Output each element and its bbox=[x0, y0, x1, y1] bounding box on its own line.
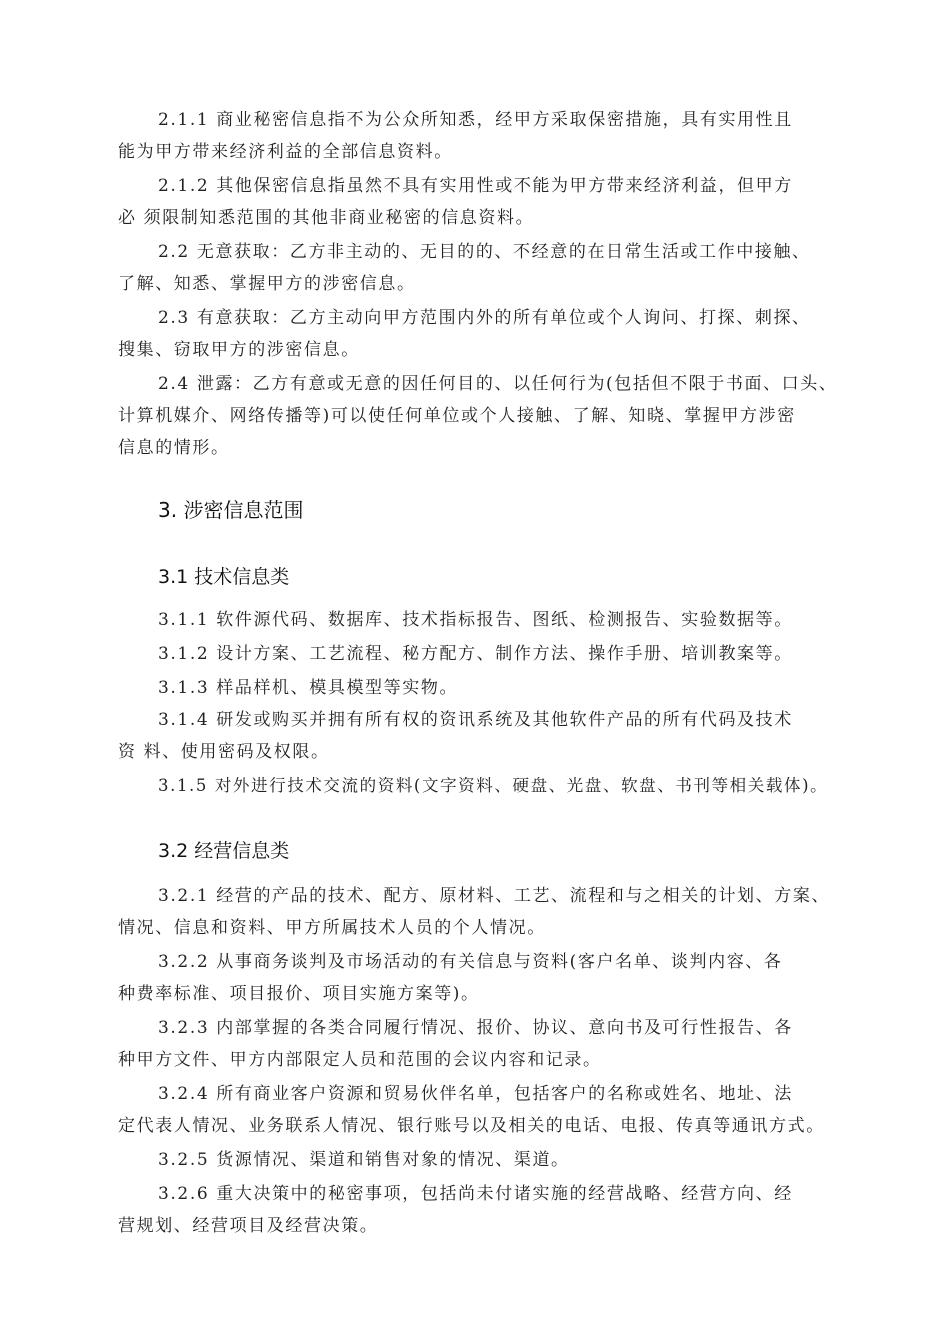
paragraph-2-2 bbox=[118, 236, 838, 300]
paragraph-line: 3.1.1 软件源代码、数据库、技术指标报告、图纸、检测报告、实验数据等。 bbox=[158, 610, 793, 630]
paragraph-line: 2.1.2 其他保密信息指虽然不具有实用性或不能为甲方带来经济利益，但甲方 bbox=[158, 176, 793, 196]
paragraph-line: 3.2.3 内部掌握的各类合同履行情况、报价、协议、意向书及可行性报告、各 bbox=[158, 1018, 793, 1038]
paragraph-line: 3.2.5 货源情况、渠道和销售对象的情况、渠道。 bbox=[158, 1150, 570, 1170]
paragraph-line: 种甲方文件、甲方内部限定人员和范围的会议内容和记录。 bbox=[118, 1050, 602, 1070]
paragraph-2-3 bbox=[118, 302, 838, 366]
paragraph-3-1-3 bbox=[118, 672, 838, 704]
section-3-heading: 3. 涉密信息范围 bbox=[158, 498, 304, 522]
paragraph-line: 搜集、窃取甲方的涉密信息。 bbox=[118, 340, 360, 360]
paragraph-3-2-6 bbox=[118, 1178, 838, 1242]
paragraph-line: 资 料、使用密码及权限。 bbox=[118, 742, 330, 762]
paragraph-line: 必 须限制知悉范围的其他非商业秘密的信息资料。 bbox=[118, 208, 535, 228]
paragraph-2-4 bbox=[118, 368, 838, 464]
paragraph-3-1-1 bbox=[118, 604, 838, 636]
paragraph-line: 2.3 有意获取：乙方主动向甲方范围内外的所有单位或个人询问、打探、刺探、 bbox=[158, 308, 811, 328]
paragraph-line: 种费率标准、项目报价、项目实施方案等)。 bbox=[118, 984, 480, 1004]
paragraph-line: 2.4 泄露：乙方有意或无意的因任何目的、以任何行为(包括但不限于书面、口头、 bbox=[158, 374, 838, 394]
paragraph-line: 3.1.5 对外进行技术交流的资料(文字资料、硬盘、光盘、软盘、书刊等相关载体)。 bbox=[158, 776, 829, 795]
paragraph-3-2-3 bbox=[118, 1012, 838, 1076]
paragraph-line: 信息的情形。 bbox=[118, 438, 230, 458]
paragraph-line: 营规划、经营项目及经营决策。 bbox=[118, 1216, 379, 1236]
paragraph-line: 3.2.2 从事商务谈判及市场活动的有关信息与资料(客户名单、谈判内容、各 bbox=[158, 952, 783, 972]
paragraph-3-1-4 bbox=[118, 704, 838, 768]
paragraph-line: 3.2.4 所有商业客户资源和贸易伙伴名单，包括客户的名称或姓名、地址、法 bbox=[158, 1084, 793, 1104]
paragraph-line: 2.1.1 商业秘密信息指不为公众所知悉，经甲方采取保密措施，具有实用性且 bbox=[158, 110, 793, 130]
paragraph-line: 情况、信息和资料、甲方所属技术人员的个人情况。 bbox=[118, 918, 546, 938]
paragraph-line: 能为甲方带来经济利益的全部信息资料。 bbox=[118, 142, 453, 162]
paragraph-line: 3.2.1 经营的产品的技术、配方、原材料、工艺、流程和与之相关的计划、方案、 bbox=[158, 886, 831, 906]
paragraph-3-2-2 bbox=[118, 946, 838, 1010]
paragraph-line: 3.1.2 设计方案、工艺流程、秘方配方、制作方法、操作手册、培训教案等。 bbox=[158, 644, 793, 664]
paragraph-line: 3.1.3 样品样机、模具模型等实物。 bbox=[158, 678, 459, 698]
paragraph-line: 计算机媒介、网络传播等)可以使任何单位或个人接触、了解、知晓、掌握甲方涉密 bbox=[118, 406, 796, 426]
paragraph-3-2-4 bbox=[118, 1078, 838, 1142]
paragraph-2-1-2 bbox=[118, 170, 838, 234]
paragraph-line: 2.2 无意获取：乙方非主动的、无目的的、不经意的在日常生活或工作中接触、 bbox=[158, 242, 811, 262]
paragraph-3-1-5 bbox=[118, 770, 838, 802]
paragraph-line: 了解、知悉、掌握甲方的涉密信息。 bbox=[118, 274, 416, 294]
paragraph-3-1-2 bbox=[118, 638, 838, 670]
paragraph-2-1-1 bbox=[118, 104, 838, 168]
section-3-2-heading: 3.2 经营信息类 bbox=[158, 840, 290, 862]
paragraph-line: 3.1.4 研发或购买并拥有所有权的资讯系统及其他软件产品的所有代码及技术 bbox=[158, 710, 793, 730]
paragraph-3-2-1 bbox=[118, 880, 838, 944]
paragraph-3-2-5 bbox=[118, 1144, 838, 1176]
paragraph-line: 定代表人情况、业务联系人情况、银行账号以及相关的电话、电报、传真等通讯方式。 bbox=[118, 1116, 825, 1136]
section-3-1-heading: 3.1 技术信息类 bbox=[158, 566, 290, 588]
paragraph-line: 3.2.6 重大决策中的秘密事项，包括尚未付诸实施的经营战略、经营方向、经 bbox=[158, 1184, 793, 1204]
